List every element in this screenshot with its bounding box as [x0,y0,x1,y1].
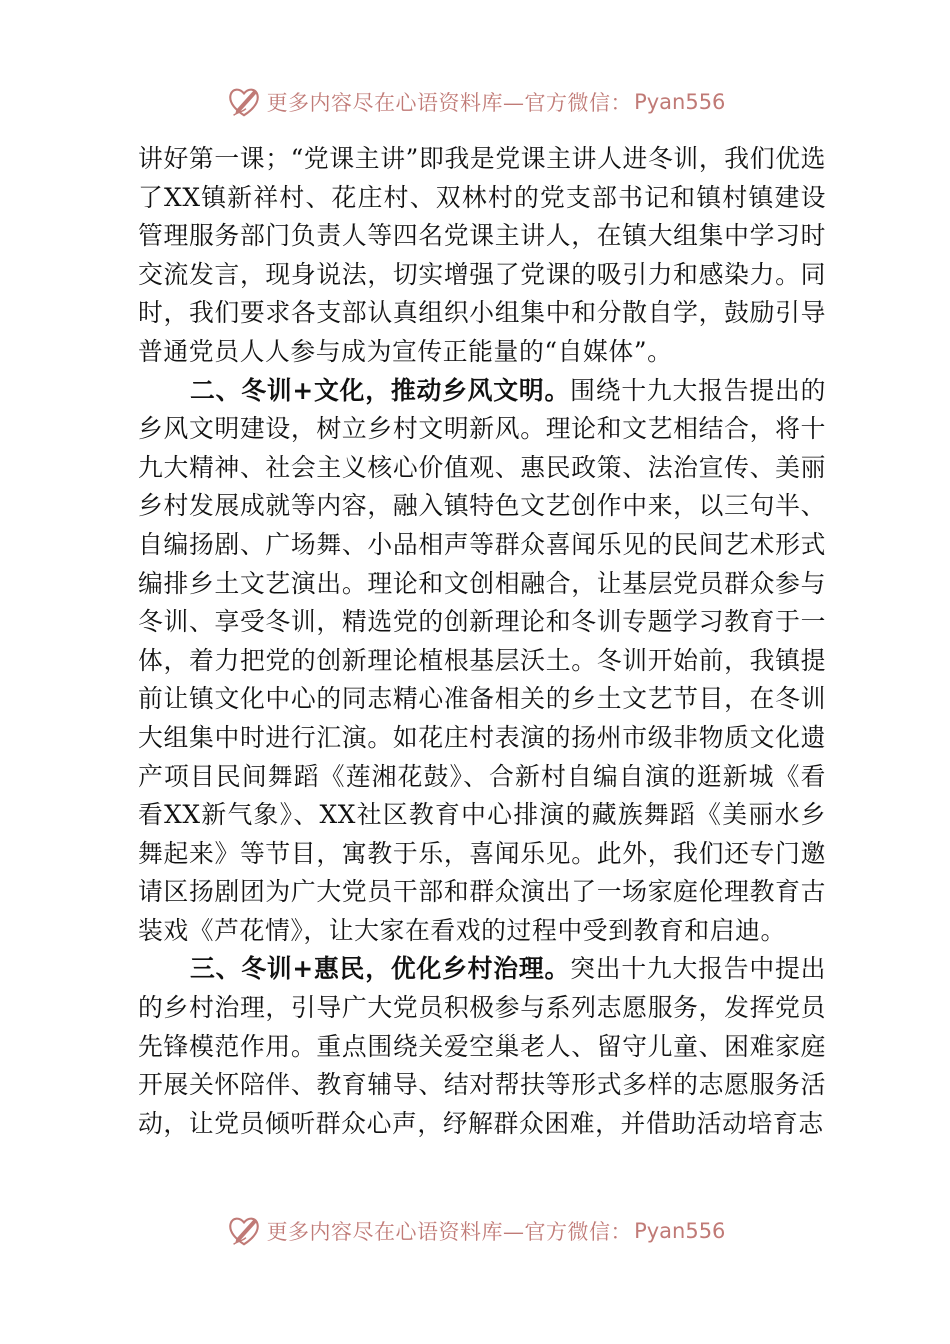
section-heading-governance: 三、冬训+惠民，优化乡村治理。 [190,954,571,984]
footer-watermark [0,1211,950,1251]
heart-pen-logo-icon [225,1212,263,1250]
paragraph-3-text: 突出十九大报告中提出的乡村治理，引导广大党员积极参与系列志愿服务，发挥党员先锋模范作用。重点围绕关爱空巢老人、留守儿童、困难家庭开展关怀陪伴、教育辅导、结对帮扶等形式多样的志愿服务活动，让党员倾听群众心声，纾解群众困难，并借助活动培育志 [138,954,826,1138]
watermark-text: 更多内容尽在心语资料库—官方微信： [266,91,633,115]
heart-pen-logo-icon [225,83,263,121]
watermark-wechat-id: Pyan556 [634,90,726,114]
watermark-wechat-id: Pyan556 [634,1219,726,1243]
section-heading-culture: 二、冬训+文化，推动乡风文明。 [190,375,571,405]
paragraph-2 [138,372,826,951]
paragraph-1 [138,140,826,372]
header-watermark [0,82,950,122]
paragraph-3 [138,950,826,1143]
paragraph-2-text: 围绕十九大报告提出的乡风文明建设，树立乡村文明新风。理论和文艺相结合，将十九大精神、社会主义核心价值观、惠民政策、法治宣传、美丽乡村发展成就等内容，融入镇特色文艺创作中来，以三句半、自编扬剧、广场舞、小品相声等群众喜闻乐见的民间艺术形式编排乡土文艺演出。理论和文创相融合，让基层党员群众参与冬训、享受冬训，精选党的创新理论和冬训专题学习教育于一体，着力把党的创新理论植根基层沃土。冬训开始前，我镇提前让镇文化中心的同志精心准备相关的乡土文艺节目，在冬训大组集中时进行汇演。如花庄村表演的扬州市级非物质文化遗产项目民间舞蹈《莲湘花鼓》、合新村自编自演的逛新城《看看XX新气象》、XX社区教育中心排演的藏族舞蹈《美丽水乡舞起来》等节目，寓教于乐，喜闻乐见。此外，我们还专门邀请区扬剧团为广大党员干部和群众演出了一场家庭伦理教育古装戏《芦花情》，让大家在看戏的过程中受到教育和启迪。 [138,375,826,945]
watermark-text: 更多内容尽在心语资料库—官方微信： [266,1220,633,1244]
document-body [138,140,826,1143]
paragraph-1-text: 讲好第一课；“党课主讲”即我是党课主讲人进冬训，我们优选了XX镇新祥村、花庄村、双林村的党支部书记和镇村镇建设管理服务部门负责人等四名党课主讲人，在镇大组集中学习时交流发言，现身说法，切实增强了党课的吸引力和感染力。同时，我们要求各支部认真组织小组集中和分散自学，鼓励引导普通党员人人参与成为宣传正能量的“自媒体”。 [138,144,826,366]
